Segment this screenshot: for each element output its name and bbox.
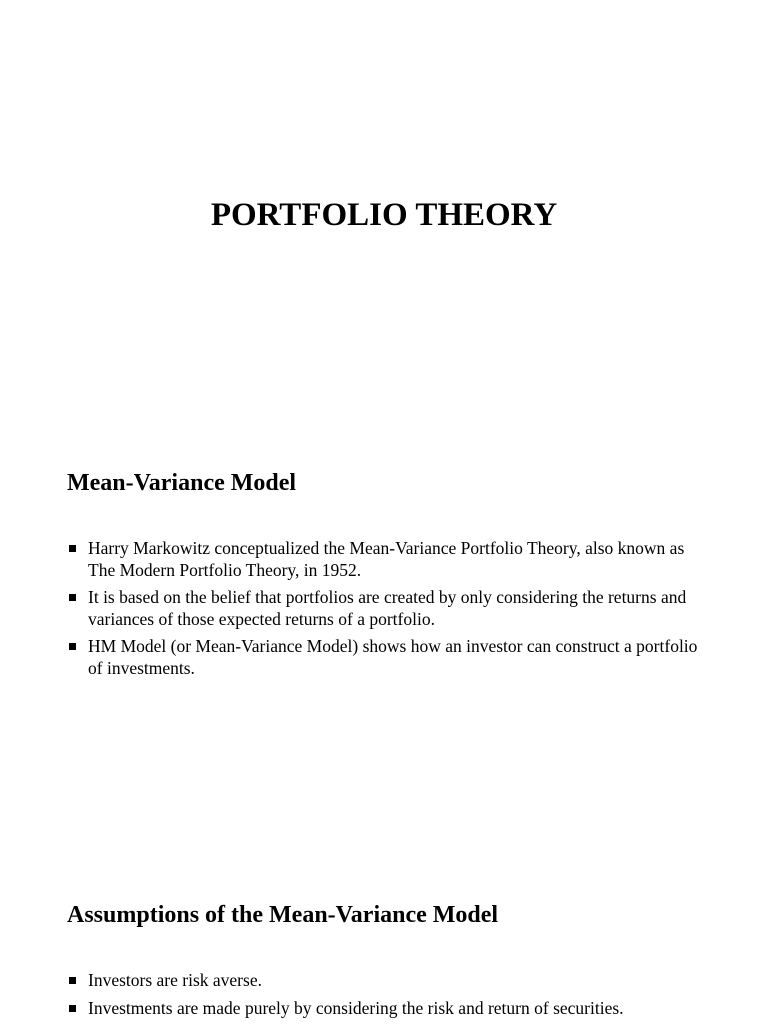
section-heading-assumptions: Assumptions of the Mean-Variance Model [67, 902, 499, 928]
list-item-text: Investments are made purely by considering the risk and return of securities. [88, 997, 624, 1018]
list-item-text: HM Model (or Mean-Variance Model) shows how an investor can construct a portfolio of investments. [88, 636, 698, 678]
list-item [67, 587, 707, 630]
list-item [67, 970, 707, 992]
document-title: PORTFOLIO THEORY [210, 197, 558, 233]
list-item-text: Harry Markowitz conceptualized the Mean-Variance Portfolio Theory, also known as The Modern Portfolio Theory, in 1952. [88, 538, 685, 580]
bullet-list-assumptions [67, 970, 707, 1025]
square-bullet-icon [69, 1005, 76, 1012]
list-item [67, 998, 707, 1020]
section-heading-mean-variance-model: Mean-Variance Model [67, 470, 297, 496]
list-item-text: Investors are risk averse. [88, 970, 262, 990]
square-bullet-icon [69, 594, 76, 601]
list-item [67, 636, 707, 679]
bullet-list-mean-variance-model [67, 538, 707, 685]
square-bullet-icon [69, 977, 76, 984]
square-bullet-icon [69, 643, 76, 650]
square-bullet-icon [69, 545, 76, 552]
list-item [67, 538, 707, 581]
list-item-text: It is based on the belief that portfolios are created by only considering the returns and variances of those expected returns of a portfolio. [88, 587, 687, 629]
